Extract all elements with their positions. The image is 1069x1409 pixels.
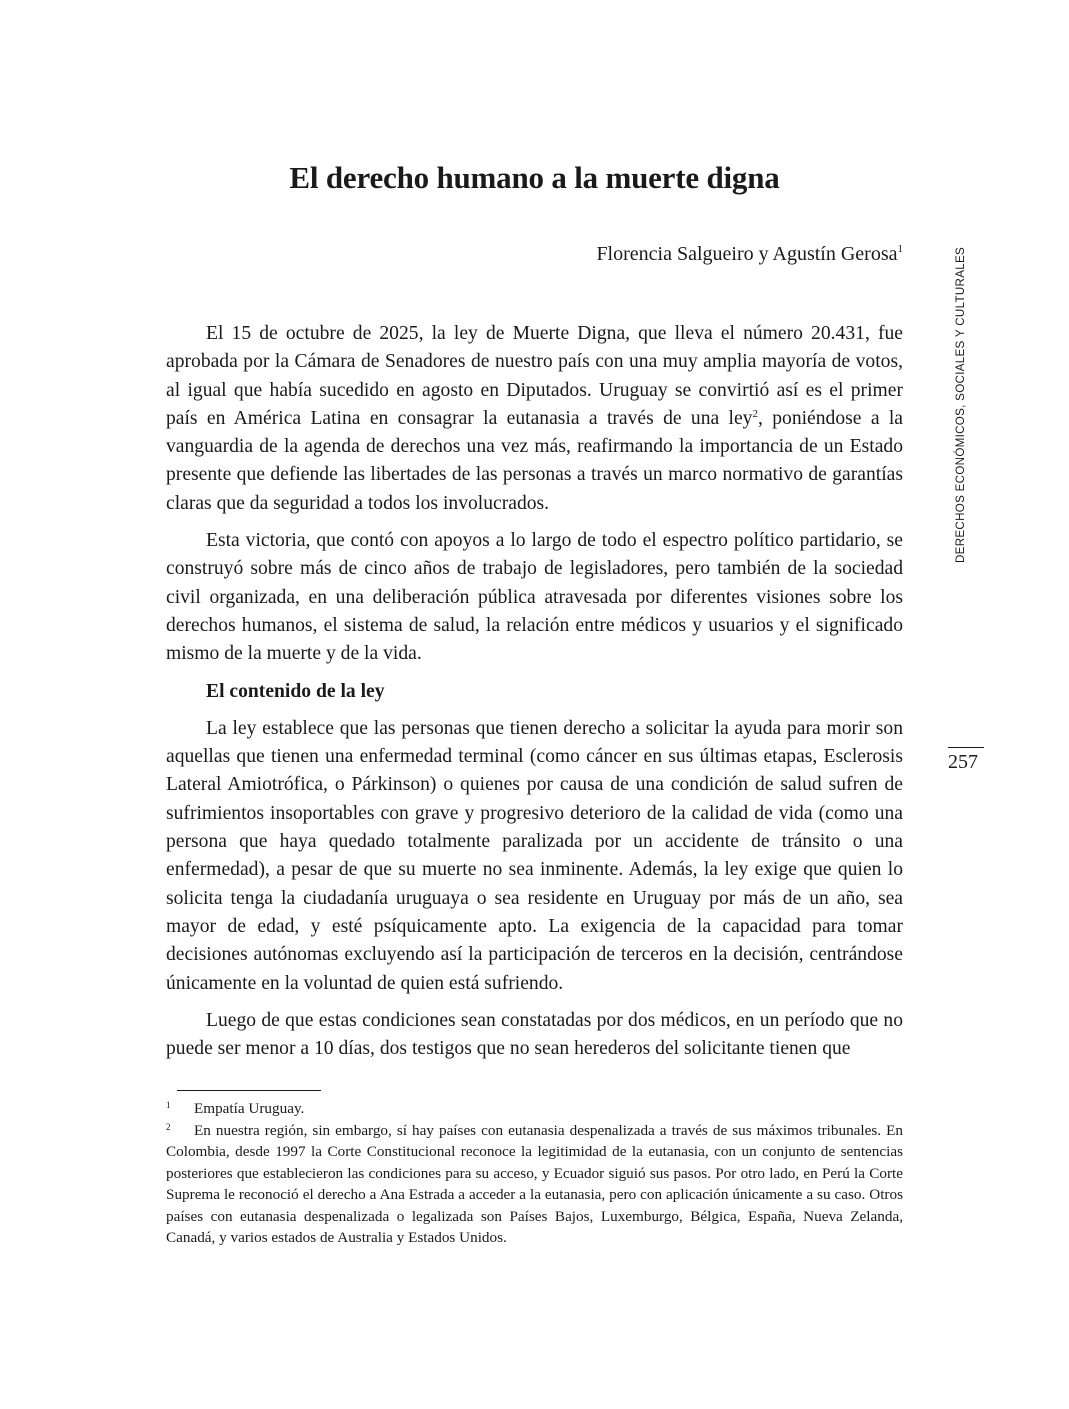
- section-heading: El contenido de la ley: [206, 680, 385, 702]
- page-number: 257: [948, 751, 978, 773]
- footnote-2: 2 En nuestra región, sin embargo, sí hay países con eutanasia despenalizada a través de sus máximos tribunales. En Colombia, desde 1997 la Corte Constitucional reconoce la legitimidad de la eutanasia, con un conjunto de sentencias posteriores que establecieron las condiciones para su acceso, y Ecuador siguió sus pasos. Por otro lado, en Perú la Corte Suprema le reconoció el derecho a Ana Estrada a acceder a la eutanasia, pero con aplicación únicamente a su caso. Otros países con eutanasia despenalizada o legalizada son Países Bajos, Luxemburgo, Bélgica, España, Nueva Zelanda, Canadá, y varios estados de Australia y Estados Unidos.: [166, 1121, 903, 1246]
- paragraph-1-text-b: , poniéndose a la vanguardia de la agenda de derechos una vez más, reafirmando la importancia de un Estado presente que defiende las libertades de las personas a través un marco normativo de garantías claras que da seguridad a todos los involucrados.: [166, 407, 903, 514]
- paragraph-2: Esta victoria, que contó con apoyos a lo largo de todo el espectro político partidario, se construyó sobre más de cinco años de trabajo de legisladores, pero también de la sociedad civil organizada, en una deliberación pública atravesada por diferentes visiones sobre los derechos humanos, el sistema de salud, la relación entre médicos y usuarios y el significado mismo de la muerte y de la vida.: [166, 530, 903, 665]
- footnote-1: 1 Empatía Uruguay.: [166, 1100, 305, 1117]
- authors-text: Florencia Salgueiro y Agustín Gerosa: [596, 243, 898, 265]
- footnote-divider: [177, 1090, 321, 1091]
- paragraph-1: [166, 320, 903, 518]
- footnote-1-text: Empatía Uruguay.: [194, 1100, 305, 1117]
- footnotes: [166, 1098, 903, 1249]
- footnote-2-text: En nuestra región, sin embargo, sí hay países con eutanasia despenalizada a través de sus máximos tribunales. En Colombia, desde 1997 la Corte Constitucional reconoce la legitimidad de la eutanasia, con un conjunto de sentencias posteriores que establecieron las condiciones para su acceso, y Ecuador siguió sus pasos. Por otro lado, en Perú la Corte Suprema le reconoció el derecho a Ana Estrada a acceder a la eutanasia, pero con aplicación únicamente a su caso. Otros países con eutanasia despenalizada o legalizada son Países Bajos, Luxemburgo, Bélgica, España, Nueva Zelanda, Canadá, y varios estados de Australia y Estados Unidos.: [166, 1121, 903, 1246]
- paragraph-4: Luego de que estas condiciones sean constatadas por dos médicos, en un período que no puede ser menor a 10 días, dos testigos que no sean herederos del solicitante tienen que: [166, 1009, 903, 1060]
- page-title: El derecho humano a la muerte digna: [289, 160, 780, 195]
- author-footnote-mark[interactable]: 1: [897, 243, 903, 255]
- page-number-rule: [948, 747, 984, 748]
- paragraph-1-text-a: El 15 de octubre de 2025, la ley de Muerte Digna, que lleva el número 20.431, fue aprobada por la Cámara de Senadores de nuestro país con una muy amplia mayoría de votos, al igual que había sucedido en agosto en Diputados. Uruguay se convirtió así es el primer país en América Latina en consagrar la eutanasia a través de una ley: [166, 323, 903, 429]
- paragraph-3: La ley establece que las personas que tienen derecho a solicitar la ayuda para morir son aquellas que tienen una enfermedad terminal (como cáncer en sus últimas etapas, Esclerosis Lateral Amiotrófica, o Párkinson) o quienes por causa de una condición de salud sufren de sufrimientos insoportables con grave y progresivo deterioro de la calidad de vida (como una persona que haya quedado totalmente paralizada por un accidente de tránsito o una enfermedad), a pesar de que su muerte no sea inminente. Además, la ley exige que quien lo solicita tenga la ciudadanía uruguaya o sea residente en Uruguay por más de un año, sea mayor de edad, y esté psíquicamente apto. La exigencia de la capacidad para tomar decisiones autónomas excluyendo así la participación de terceros en la decisión, centrándose únicamente en la voluntad de quien está sufriendo.: [166, 717, 903, 994]
- footnote-ref-2[interactable]: 2: [752, 407, 758, 420]
- article-body: [166, 320, 903, 1063]
- running-section-label: DERECHOS ECONÓMICOS, SOCIALES Y CULTURALES: [954, 246, 967, 563]
- author-line: [596, 243, 903, 266]
